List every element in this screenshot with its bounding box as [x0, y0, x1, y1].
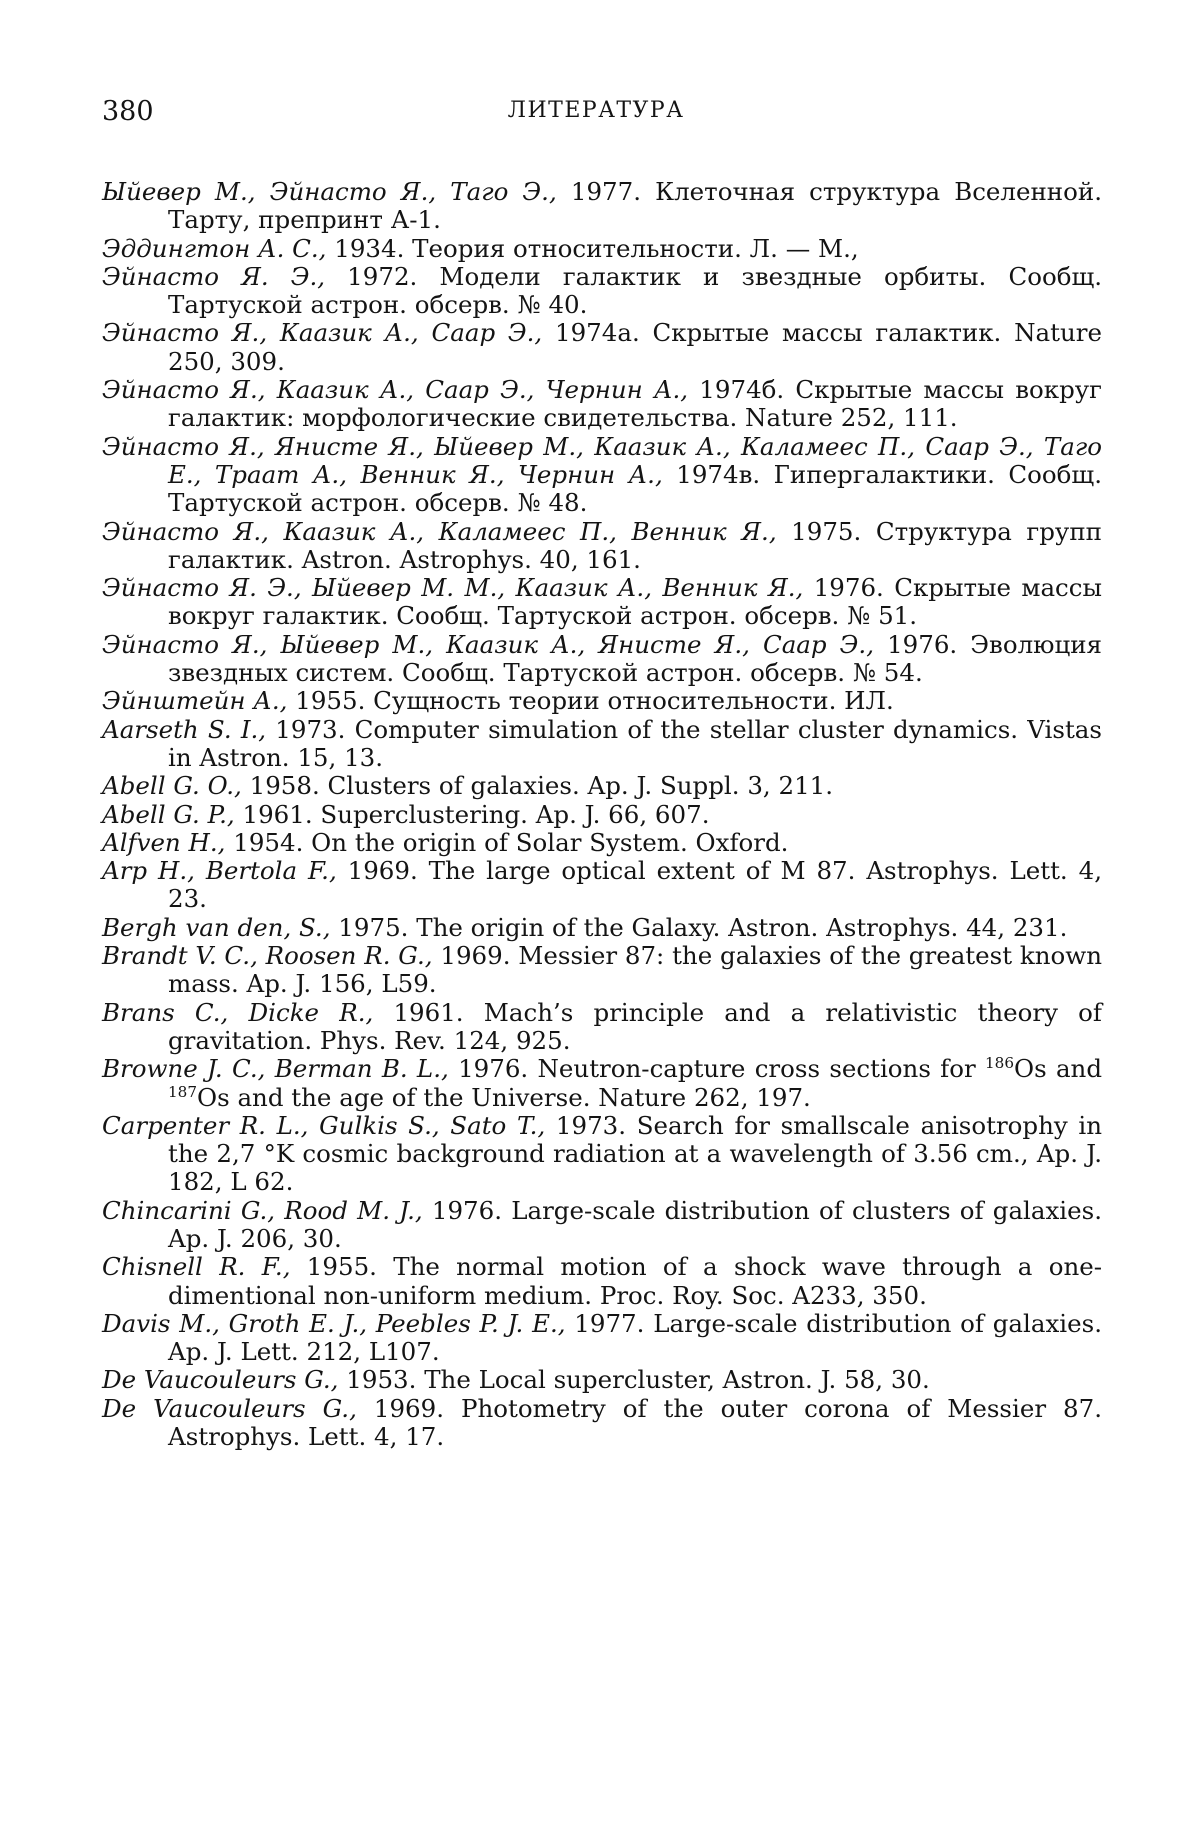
- reference-entry: [102, 319, 1102, 376]
- reference-entry: [102, 1253, 1102, 1310]
- page-header: [102, 96, 1090, 136]
- reference-text: 1958. Clusters of galaxies. Ap. J. Suppl. 3, 211.: [241, 771, 834, 801]
- reference-text: 1969. Photometry of the outer corona of Messier 87. Astrophys. Lett. 4, 17.: [168, 1393, 1102, 1452]
- isotope-mass-number: 186: [985, 1054, 1014, 1073]
- reference-authors: Arp H., Bertola F.,: [102, 856, 337, 886]
- reference-authors: Эйнасто Я., Каазик А., Саар Э., Чернин А.,: [102, 375, 689, 405]
- reference-entry: [102, 716, 1102, 773]
- reference-entry: [102, 433, 1102, 518]
- reference-text: 1969. Messier 87: the galaxies of the greatest known mass. Ap. J. 156, L59.: [168, 941, 1102, 999]
- reference-authors: Эйнасто Я., Каазик А., Каламеес П., Венник Я.,: [102, 516, 777, 546]
- reference-list: [102, 178, 1102, 1451]
- reference-text: 1974а. Скрытые массы галактик. Nature 250, 309.: [168, 318, 1102, 376]
- reference-authors: Chisnell R. F.,: [102, 1252, 291, 1282]
- reference-authors: Alfven H.,: [102, 827, 226, 857]
- reference-authors: Эйнасто Я. Э., Ыйевер М. М., Каазик А., Венник Я.,: [102, 573, 804, 603]
- reference-entry: [102, 574, 1102, 631]
- reference-authors: Aarseth S. I.,: [102, 714, 267, 744]
- reference-authors: Davis M., Groth E. J., Peebles P. J. E.,: [102, 1308, 566, 1338]
- reference-text: Os and: [1014, 1054, 1103, 1084]
- reference-text: 1974в. Гипергалактики. Сообщ. Тартуской астрон. обсерв. № 48.: [168, 459, 1102, 518]
- reference-authors: Carpenter R. L., Gulkis S., Sato T.,: [102, 1110, 546, 1140]
- reference-entry: [102, 801, 1102, 829]
- page-number: 380: [102, 96, 154, 127]
- reference-text: 1934. Теория относительности. Л. — М.,: [326, 233, 859, 263]
- reference-authors: Эйнасто Я., Янисте Я., Ыйевер М., Каазик А., Каламеес П., Саар Э., Таго Е., Траат А., Венник Я., Чернин А.,: [102, 431, 1102, 489]
- reference-authors: De Vaucouleurs G.,: [102, 1365, 339, 1395]
- reference-entry: [102, 376, 1102, 433]
- reference-authors: Chincarini G., Rood M. J.,: [102, 1195, 423, 1225]
- reference-text: 1954. On the origin of Solar System. Oxford.: [225, 827, 789, 857]
- reference-entry: [102, 1112, 1102, 1197]
- reference-text: 1972. Модели галактик и звездные орбиты. Сообщ. Тартуской астрон. обсерв. № 40.: [168, 261, 1103, 320]
- reference-entry: [102, 772, 1102, 800]
- reference-entry: [102, 914, 1102, 942]
- reference-authors: Ыйевер М., Эйнасто Я., Таго Э.,: [102, 177, 557, 206]
- reference-text: 1955. Сущность теории относительности. ИЛ.: [287, 686, 894, 716]
- reference-text: 1975. Структура групп галактик. Astron. Astrophys. 40, 161.: [168, 516, 1102, 574]
- reference-text: 1977. Large-scale distribution of galaxies. Ap. J. Lett. 212, L107.: [168, 1308, 1102, 1367]
- reference-entry: [102, 631, 1102, 688]
- reference-text: 1975. The origin of the Galaxy. Astron. Astrophys. 44, 231.: [330, 912, 1068, 942]
- reference-authors: Эйнасто Я., Каазик А., Саар Э.,: [102, 318, 543, 348]
- reference-text: 1976. Neutron-capture cross sections for: [448, 1054, 985, 1084]
- reference-text: 1976. Эволюция звездных систем. Сообщ. Тартуской астрон. обсерв. № 54.: [168, 629, 1102, 688]
- reference-authors: De Vaucouleurs G.,: [102, 1393, 357, 1423]
- reference-authors: Эйнштейн А.,: [102, 686, 288, 716]
- isotope-mass-number: 187: [168, 1082, 197, 1101]
- reference-entry: [102, 829, 1102, 857]
- reference-authors: Browne J. C., Berman B. L.,: [102, 1054, 449, 1084]
- reference-entry: [102, 235, 1102, 263]
- reference-text: 1961. Mach’s principle and a relativistic theory of gravitation. Phys. Rev. 124, 925.: [168, 997, 1102, 1055]
- reference-authors: Brandt V. C., Roosen R. G.,: [102, 941, 433, 971]
- reference-entry: [102, 999, 1102, 1056]
- reference-entry: [102, 687, 1102, 715]
- reference-entry: [102, 1055, 1102, 1112]
- reference-entry: [102, 1197, 1102, 1254]
- reference-text: 1953. The Local supercluster, Astron. J. 58, 30.: [338, 1365, 930, 1395]
- reference-authors: Эйнасто Я., Ыйевер М., Каазик А., Янисте Я., Саар Э.,: [102, 629, 874, 659]
- reference-text: 1955. The normal motion of a shock wave through a one-dimentional non-uniform medium. Proc. Roy. Soc. A233, 350.: [168, 1252, 1102, 1310]
- reference-authors: Abell G. O.,: [102, 771, 242, 801]
- running-title: ЛИТЕРАТУРА: [507, 98, 685, 123]
- reference-text: 1976. Large-scale distribution of clusters of galaxies. Ap. J. 206, 30.: [168, 1195, 1103, 1253]
- reference-entry: [102, 1366, 1102, 1394]
- reference-authors: Эйнасто Я. Э.,: [102, 261, 326, 291]
- reference-authors: Abell G. P.,: [102, 799, 235, 829]
- reference-entry: [102, 1310, 1102, 1367]
- reference-entry: [102, 1395, 1102, 1452]
- reference-entry: [102, 942, 1102, 999]
- reference-authors: Эддингтон А. С.,: [102, 233, 327, 263]
- reference-text: 1961. Superclustering. Ap. J. 66, 607.: [234, 799, 710, 829]
- reference-text: 1973. Search for smallscale anisotrophy in the 2,7 °K cosmic background radiation at a wavelength of 3.56 cm., Ap. J. 182, L 62.: [168, 1110, 1102, 1197]
- reference-authors: Bergh van den, S.,: [102, 912, 331, 942]
- reference-text: 1976. Скрытые массы вокруг галактик. Сообщ. Тартуской астрон. обсерв. № 51.: [168, 573, 1102, 631]
- reference-text: 1974б. Скрытые массы вокруг галактик: морфологические свидетельства. Nature 252, 111.: [168, 375, 1102, 433]
- reference-entry: [102, 178, 1102, 235]
- reference-authors: Brans C., Dicke R.,: [102, 997, 374, 1027]
- reference-text: 1969. The large optical extent of M 87. Astrophys. Lett. 4, 23.: [168, 856, 1102, 914]
- reference-text: 1977. Клеточная структура Вселенной. Тарту, препринт А-1.: [168, 177, 1103, 235]
- reference-text: Os and the age of the Universe. Nature 262, 197.: [197, 1082, 811, 1112]
- reference-entry: [102, 263, 1102, 320]
- reference-entry: [102, 518, 1102, 575]
- reference-entry: [102, 857, 1102, 914]
- reference-text: 1973. Computer simulation of the stellar cluster dynamics. Vistas in Astron. 15, 13.: [168, 714, 1102, 772]
